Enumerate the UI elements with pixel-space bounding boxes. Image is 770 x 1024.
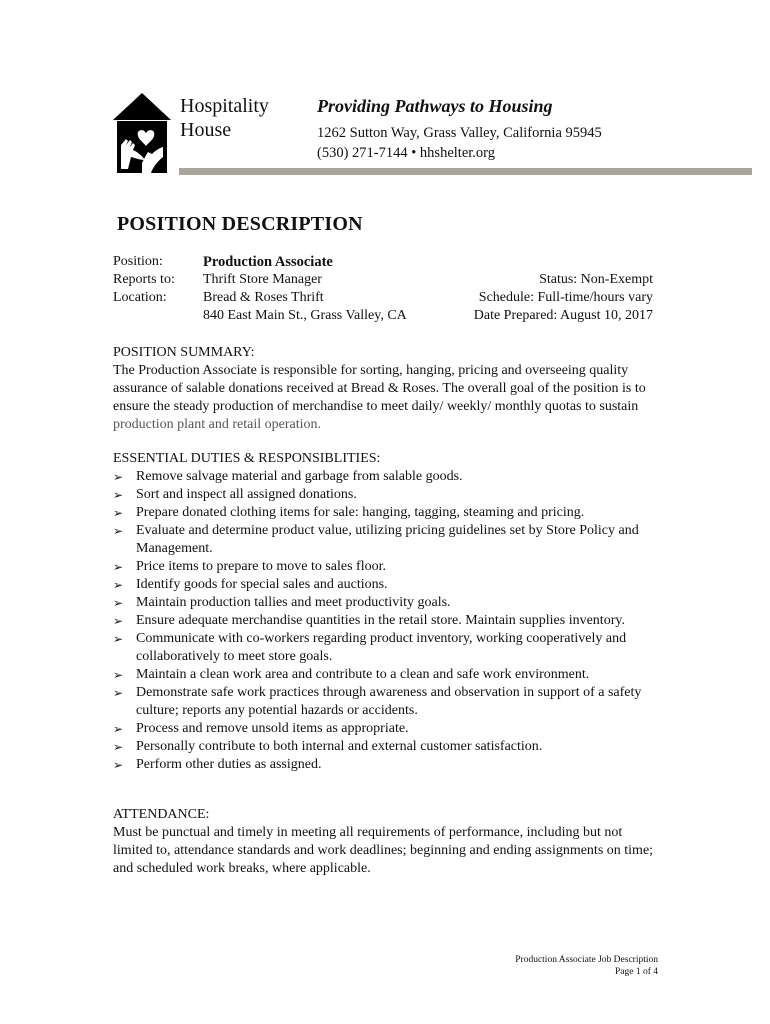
duties-section [113,450,658,774]
summary-heading: POSITION SUMMARY: [113,345,255,360]
date-prepared: Date Prepared: August 10, 2017 [473,308,653,323]
attendance-heading: ATTENDANCE: [113,807,210,822]
duties-heading: ESSENTIAL DUTIES & RESPONSIBLITIES: [113,451,381,466]
duties-list [113,468,658,774]
phone-website: (530) 271-7144 • hhshelter.org [317,145,495,161]
org-name-line2: House [180,119,232,141]
contact-block [317,123,602,163]
position-value: Production Associate [203,254,333,270]
address: 1262 Sutton Way, Grass Valley, California 95945 [317,125,602,141]
list-item: ➢ Communicate with co-workers regarding product inventory, working cooperatively and collaboratively to meet store goals. [113,631,627,664]
list-item: ➢ Price items to prepare to move to sales floor. [113,559,386,574]
summary-text [113,362,658,434]
summary-body-muted: production plant and retail operation. [113,417,321,432]
page-number: Page 1 of 4 [614,967,658,977]
location-value-line1: Bread & Roses Thrift [203,290,324,305]
list-item: ➢ Perform other duties as assigned. [113,757,322,772]
status-value: Status: Non-Exempt [539,272,653,287]
arrow-bullet-icon: ➢ [113,596,124,610]
attendance-section [113,806,658,878]
list-item: ➢ Process and remove unsold items as appropriate. [113,721,409,736]
summary-body: The Production Associate is responsible for sorting, hanging, pricing and overseeing quality assurance of salable donations received at Bread & Roses. The overall goal of the position is to ensure the steady production of merchandise to meet daily/ weekly/ monthly quotas to sustain [113,363,646,414]
page-title: POSITION DESCRIPTION [117,213,363,235]
arrow-bullet-icon: ➢ [113,758,124,772]
arrow-bullet-icon: ➢ [113,614,124,628]
logo [113,93,171,173]
footer-doc-name: Production Associate Job Description [515,955,658,965]
location-row-2 [113,307,653,325]
position-info [113,253,653,325]
list-item: ➢ Prepare donated clothing items for sale: hanging, tagging, steaming and pricing. [113,505,585,520]
reports-to-row [113,271,653,289]
reports-to-value: Thrift Store Manager [203,272,322,287]
arrow-bullet-icon: ➢ [113,722,124,736]
list-item: ➢ Evaluate and determine product value, utilizing pricing guidelines set by Store Policy and Management. [113,523,639,556]
schedule-value: Schedule: Full-time/hours vary [478,290,653,305]
position-summary-section [113,344,658,434]
tagline: Providing Pathways to Housing [317,96,553,116]
list-item: ➢ Maintain production tallies and meet productivity goals. [113,595,451,610]
page-footer [480,954,658,978]
arrow-bullet-icon: ➢ [113,632,124,646]
header-divider [179,168,752,175]
position-row [113,253,653,271]
organization-name [180,94,269,142]
arrow-bullet-icon: ➢ [113,740,124,754]
house-with-hands-and-heart-icon [113,93,171,173]
location-row [113,289,653,307]
arrow-bullet-icon: ➢ [113,560,124,574]
arrow-bullet-icon: ➢ [113,488,124,502]
list-item: ➢ Personally contribute to both internal and external customer satisfaction. [113,739,543,754]
position-label: Position: [113,254,163,269]
arrow-bullet-icon: ➢ [113,524,124,538]
arrow-bullet-icon: ➢ [113,578,124,592]
location-value-line2: 840 East Main St., Grass Valley, CA [203,308,407,323]
arrow-bullet-icon: ➢ [113,470,124,484]
list-item: ➢ Ensure adequate merchandise quantities in the retail store. Maintain supplies inventory. [113,613,625,628]
list-item: ➢ Identify goods for special sales and auctions. [113,577,388,592]
location-label: Location: [113,290,167,305]
arrow-bullet-icon: ➢ [113,506,124,520]
reports-to-label: Reports to: [113,272,175,287]
list-item: ➢ Demonstrate safe work practices through awareness and observation in support of a safety culture; reports any potential hazards or accidents. [113,685,642,718]
org-name-line1: Hospitality [180,95,269,117]
list-item: ➢ Maintain a clean work area and contribute to a clean and safe work environment. [113,667,590,682]
arrow-bullet-icon: ➢ [113,668,124,682]
attendance-text: Must be punctual and timely in meeting all requirements of performance, including but not limited to, attendance standards and work deadlines; beginning and ending assignments on time; and scheduled work breaks, where applicable. [113,825,654,876]
list-item: ➢ Sort and inspect all assigned donations. [113,487,357,502]
arrow-bullet-icon: ➢ [113,686,124,700]
list-item: ➢ Remove salvage material and garbage from salable goods. [113,469,463,484]
